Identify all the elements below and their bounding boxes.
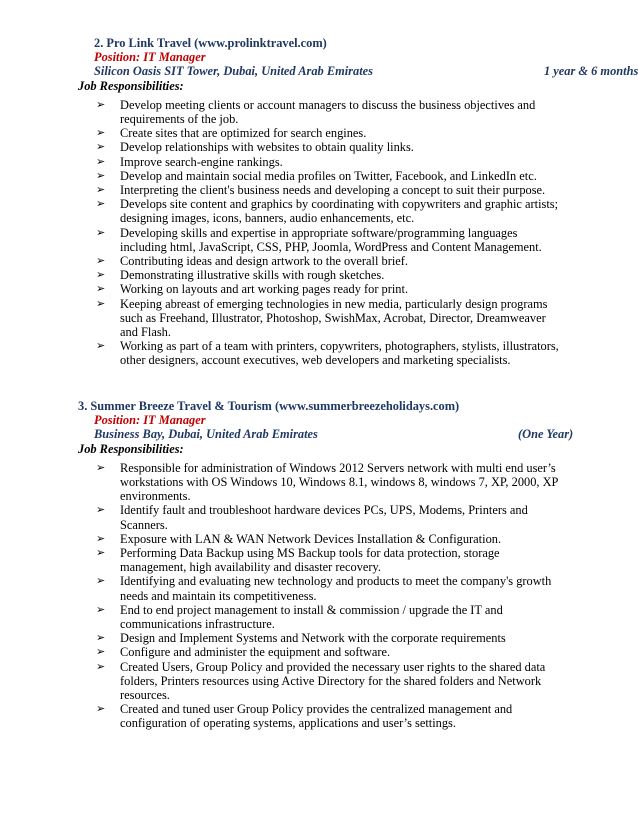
- list-item: ➢ Improve search-engine rankings.: [96, 154, 283, 169]
- arrow-bullet-icon: ➢: [96, 531, 106, 545]
- job-position: Position: IT Manager: [94, 50, 206, 65]
- arrow-bullet-icon: ➢: [96, 97, 106, 111]
- arrow-bullet-icon: ➢: [96, 183, 106, 197]
- job-position: Position: IT Manager: [94, 413, 206, 428]
- list-item: ➢ Contributing ideas and design artwork to the overall brief.: [96, 254, 409, 269]
- job-header: 3. Summer Breeze Travel & Tourism (www.summerbreezeholidays.com): [78, 399, 460, 413]
- list-item: ➢ Working as part of a team with printers, copywriters, photographers, stylists, illustrators, other designers, account executives, web developers and marketing specialists.: [96, 339, 559, 368]
- list-item: ➢ Design and Implement Systems and Network with the corporate requirements: [96, 631, 506, 646]
- arrow-bullet-icon: ➢: [96, 197, 106, 211]
- list-item: ➢ Interpreting the client's business needs and developing a concept to suit their purpose.: [96, 183, 546, 198]
- job-header: 2. Pro Link Travel (www.prolinktravel.com): [94, 36, 327, 50]
- list-item: ➢ End to end project management to install & commission / upgrade the IT and communications infrastructure.: [96, 602, 503, 632]
- list-item: ➢ Identifying and evaluating new technology and products to meet the company's growth needs and maintain its competitiveness.: [96, 574, 552, 603]
- list-item: ➢ Created Users, Group Policy and provided the necessary user rights to the shared data folders, Printers resources using Active Directory for the shared folders and Network resources.: [96, 659, 546, 703]
- arrow-bullet-icon: ➢: [96, 574, 106, 588]
- arrow-bullet-icon: ➢: [96, 546, 106, 560]
- list-item: ➢ Keeping abreast of emerging technologies in new media, particularly design programs such as Freehand, Illustrator, Photoshop, SwishMax, Acrobat, Director, Dreamweaver and Flash.: [96, 296, 548, 340]
- arrow-bullet-icon: ➢: [96, 645, 106, 659]
- job-location-line: [94, 427, 638, 441]
- responsibilities-label: Job Responsibilities:: [78, 441, 184, 456]
- arrow-bullet-icon: ➢: [96, 282, 106, 296]
- job-entry-pro-link-travel: [0, 36, 638, 368]
- list-item: ➢ Created and tuned user Group Policy provides the centralized management and configuration of operating systems, applications and user’s settings.: [96, 702, 513, 731]
- arrow-bullet-icon: ➢: [96, 503, 106, 517]
- job-location-line: [94, 64, 638, 78]
- arrow-bullet-icon: ➢: [96, 140, 106, 154]
- arrow-bullet-icon: ➢: [96, 460, 106, 474]
- list-item: ➢ Responsible for administration of Windows 2012 Servers network with multi end user’s workstations with OS Windows 10, Windows 8.1, windows 8, windows 7, XP, 2000, XP environments.: [96, 460, 558, 504]
- arrow-bullet-icon: ➢: [96, 168, 106, 182]
- list-item: ➢ Exposure with LAN & WAN Network Devices Installation & Configuration.: [96, 531, 502, 546]
- list-item: ➢ Develop meeting clients or account managers to discuss the business objectives and requirements of the job.: [96, 97, 536, 126]
- job-location: Business Bay, Dubai, United Arab Emirates: [94, 427, 318, 442]
- list-item: ➢ Identify fault and troubleshoot hardware devices PCs, UPS, Modems, Printers and Scanners.: [96, 503, 528, 532]
- arrow-bullet-icon: ➢: [96, 126, 106, 140]
- list-item: ➢ Developing skills and expertise in appropriate software/programming languages including html, JavaScript, CSS, PHP, Joomla, WordPress and Content Management.: [96, 225, 542, 254]
- list-item: ➢ Develop relationships with websites to obtain quality links.: [96, 140, 414, 155]
- list-item: ➢ Performing Data Backup using MS Backup tools for data protection, storage management, high availability and disaster recovery.: [96, 546, 500, 575]
- arrow-bullet-icon: ➢: [96, 702, 106, 716]
- job-location: Silicon Oasis SIT Tower, Dubai, United Arab Emirates: [94, 64, 373, 79]
- arrow-bullet-icon: ➢: [96, 631, 106, 645]
- arrow-bullet-icon: ➢: [96, 339, 106, 353]
- list-item: ➢ Configure and administer the equipment and software.: [96, 645, 391, 660]
- arrow-bullet-icon: ➢: [96, 296, 106, 310]
- responsibilities-label: Job Responsibilities:: [78, 78, 184, 93]
- arrow-bullet-icon: ➢: [96, 154, 106, 168]
- job-duration: 1 year & 6 months: [544, 64, 638, 79]
- arrow-bullet-icon: ➢: [96, 268, 106, 282]
- list-item: ➢ Working on layouts and art working pages ready for print.: [96, 282, 409, 297]
- arrow-bullet-icon: ➢: [96, 254, 106, 268]
- responsibilities-list: [0, 98, 638, 368]
- job-duration: (One Year): [518, 427, 574, 442]
- responsibilities-list: [0, 461, 638, 731]
- list-item: ➢ Demonstrating illustrative skills with rough sketches.: [96, 268, 385, 283]
- job-entry-summer-breeze-travel: [0, 399, 638, 731]
- arrow-bullet-icon: ➢: [96, 225, 106, 239]
- arrow-bullet-icon: ➢: [96, 602, 106, 616]
- list-item: ➢ Create sites that are optimized for search engines.: [96, 126, 367, 141]
- arrow-bullet-icon: ➢: [96, 659, 106, 673]
- list-item: ➢ Develop and maintain social media profiles on Twitter, Facebook, and LinkedIn etc.: [96, 168, 537, 183]
- list-item: ➢ Develops site content and graphics by coordinating with copywriters and graphic artists; designing images, icons, banners, audio enhancements, etc.: [96, 197, 559, 226]
